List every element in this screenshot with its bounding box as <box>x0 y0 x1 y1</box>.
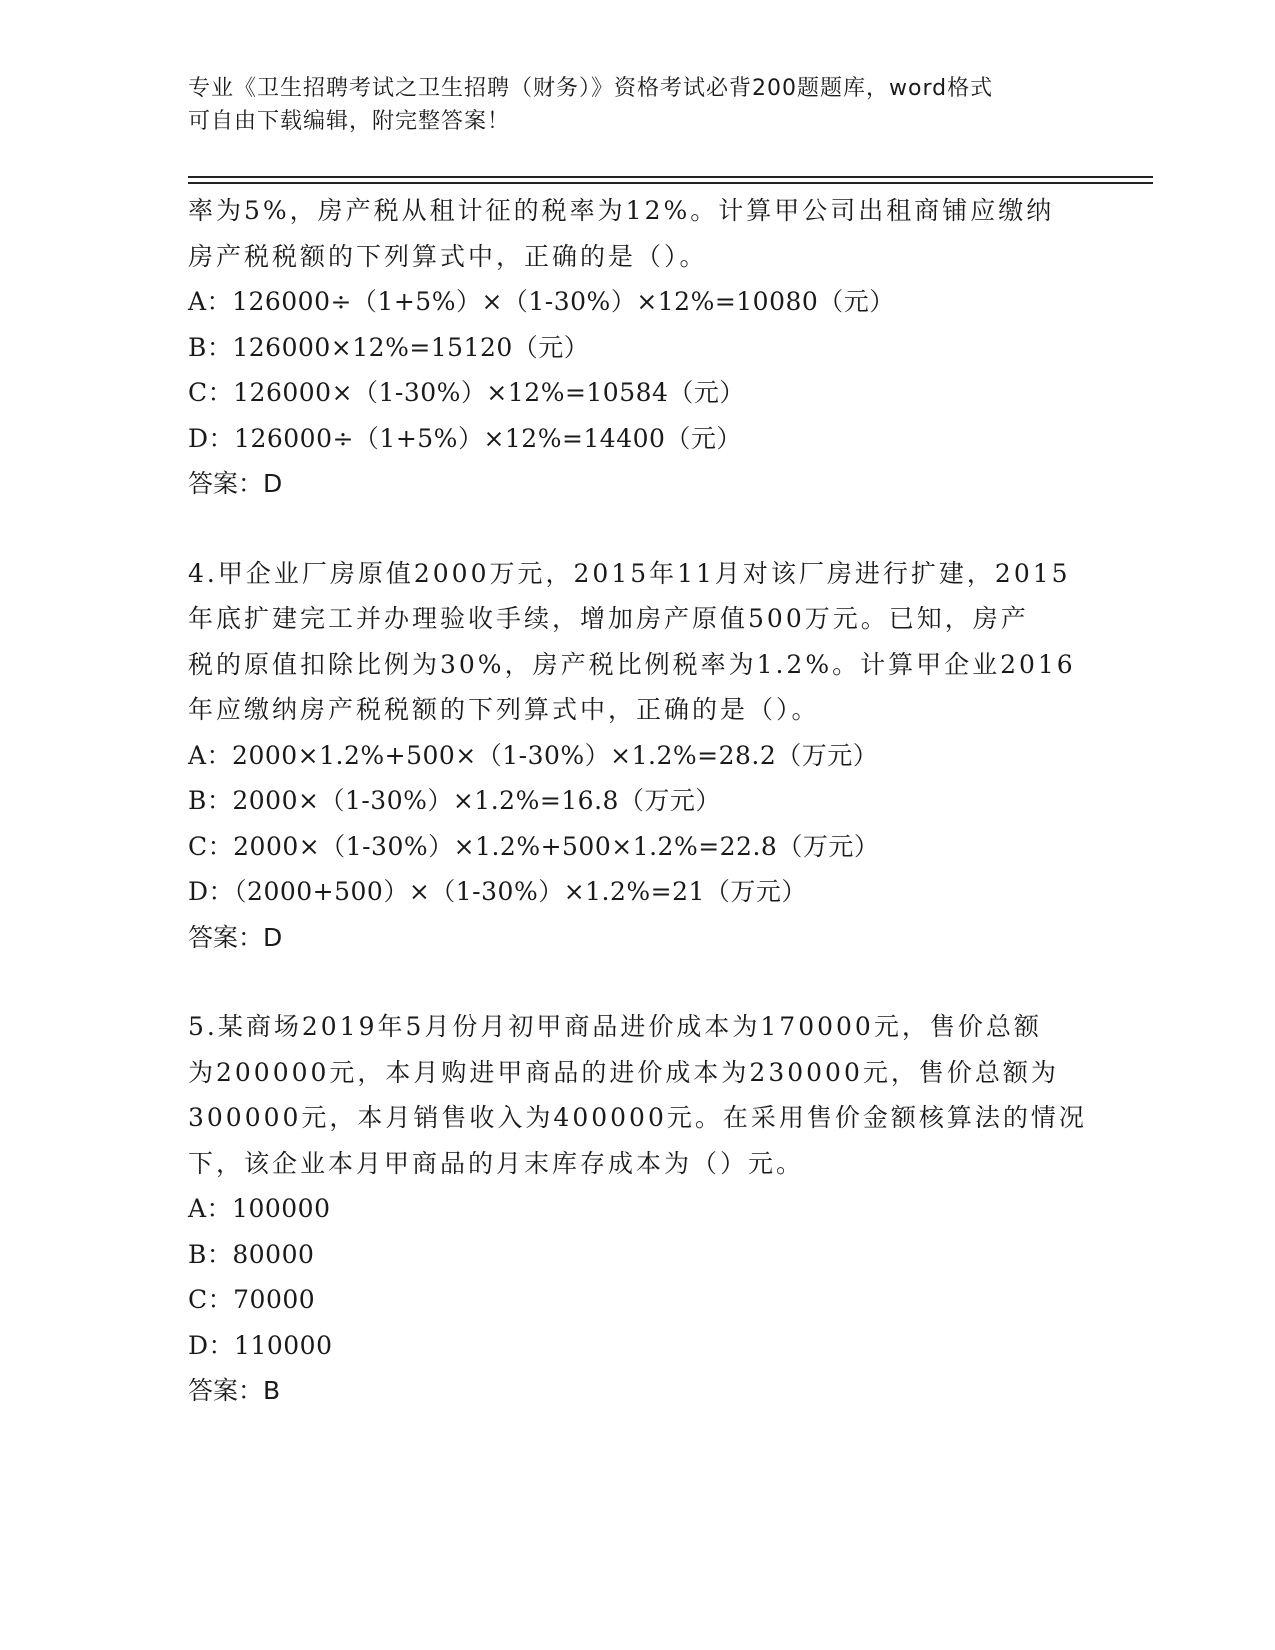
question-5-stem-line-2: 为200000元，本月购进甲商品的进价成本为230000元，售价总额为 <box>188 1057 1059 1087</box>
question-4-stem-line-2: 年底扩建完工并办理验收手续，增加房产原值500万元。已知，房产 <box>188 604 1029 633</box>
question-4-stem-line-1: 4.甲企业厂房原值2000万元，2015年11月对该厂房进行扩建，2015 <box>188 558 1071 588</box>
question-5-option-b: B：80000 <box>188 1239 315 1269</box>
header-title-line-1: 专业《卫生招聘考试之卫生招聘（财务）》资格考试必背200题题库，word格式 <box>188 76 994 101</box>
question-3-option-d: D：126000÷（1+5%）×12%=14400（元） <box>188 423 742 453</box>
question-4 <box>188 551 1088 961</box>
question-3 <box>188 188 1088 507</box>
question-4-option-b: B：2000×（1-30%）×1.2%=16.8（万元） <box>188 786 721 815</box>
question-3-stem-line-1: 率为5%，房产税从租计征的税率为12%。计算甲公司出租商铺应缴纳 <box>188 196 1055 225</box>
spacer <box>188 960 1088 1004</box>
question-4-answer: 答案：D <box>188 922 283 952</box>
question-4-stem-line-3: 税的原值扣除比例为30%，房产税比例税率为1.2%。计算甲企业2016 <box>188 649 1076 679</box>
question-4-option-d: D：（2000+500）×（1-30%）×1.2%=21（万元） <box>188 877 807 906</box>
header-title-line-2: 可自由下载编辑，附完整答案！ <box>188 109 511 134</box>
question-5-stem-line-4: 下，该企业本月甲商品的月末库存成本为（）元。 <box>188 1148 805 1178</box>
question-3-stem-line-2: 房产税税额的下列算式中，正确的是（）。 <box>188 241 708 271</box>
question-4-option-a: A：2000×1.2%+500×（1-30%）×1.2%=28.2（万元） <box>188 740 879 770</box>
question-3-option-a: A：126000÷（1+5%）×（1-30%）×12%=10080（元） <box>188 287 895 316</box>
question-5-stem-line-3: 300000元，本月销售收入为400000元。在采用售价金额核算法的情况 <box>188 1103 1087 1132</box>
question-4-option-c: C：2000×（1-30%）×1.2%+500×1.2%=22.8（万元） <box>188 831 880 861</box>
question-5-answer: 答案：B <box>188 1376 281 1405</box>
question-3-option-b: B：126000×12%=15120（元） <box>188 332 590 362</box>
question-5 <box>188 1004 1088 1414</box>
question-3-option-c: C：126000×（1-30%）×12%=10584（元） <box>188 378 745 407</box>
spacer <box>188 507 1088 551</box>
question-5-option-d: D：110000 <box>188 1330 333 1360</box>
header-divider-bottom <box>188 182 1153 184</box>
question-5-stem-line-1: 5.某商场2019年5月份月初甲商品进价成本为170000元，售价总额 <box>188 1012 1042 1041</box>
document-header <box>188 72 1088 138</box>
header-divider-top <box>188 176 1153 178</box>
question-4-stem-line-4: 年应缴纳房产税税额的下列算式中，正确的是（）。 <box>188 695 820 724</box>
question-3-answer: 答案：D <box>188 469 283 498</box>
question-5-option-a: A：100000 <box>188 1194 331 1223</box>
document-body <box>188 188 1088 1414</box>
question-5-option-c: C：70000 <box>188 1285 316 1314</box>
